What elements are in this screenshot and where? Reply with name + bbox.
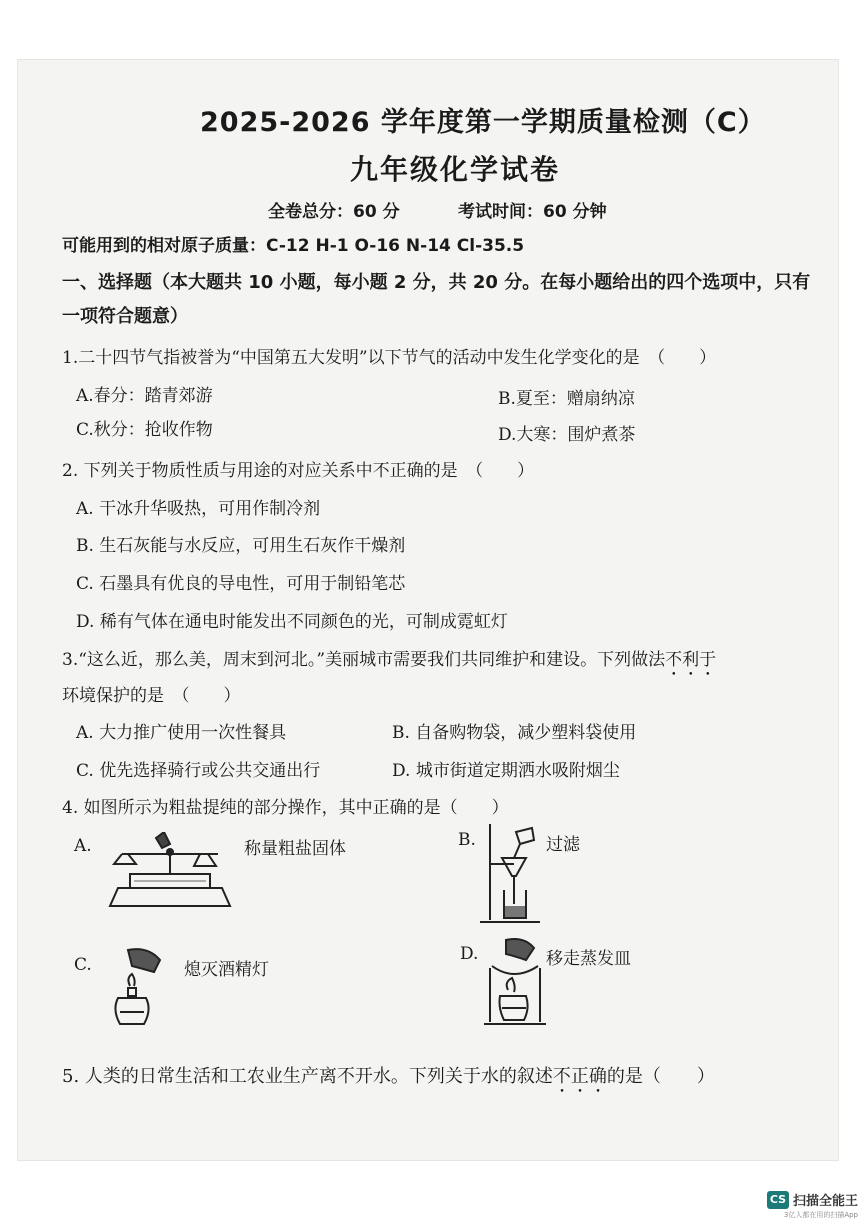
question-1-stem: 1.二十四节气指被誉为“中国第五大发明”以下节气的活动中发生化学变化的是 （ ） (62, 348, 717, 368)
camscanner-logo-icon: CS (767, 1191, 789, 1209)
total-score: 全卷总分：60 分 (268, 202, 400, 222)
question-1-option-c: C.秋分：抢收作物 (76, 420, 213, 440)
scanner-tagline: 3亿人都在用的扫描App (783, 1211, 858, 1219)
balance-figure (100, 832, 240, 912)
question-2-option-a: A. 干冰升华吸热，可用作制冷剂 (76, 499, 321, 519)
question-2-option-b: B. 生石灰能与水反应，可用生石灰作干燥剂 (76, 536, 406, 556)
scanner-watermark (767, 1190, 858, 1219)
exam-subtitle: 九年级化学试卷 (350, 153, 561, 186)
question-1-option-d: D.大寒：围炉煮茶 (498, 425, 636, 445)
question-3-option-b: B. 自备购物袋，减少塑料袋使用 (392, 723, 637, 743)
question-1-option-a: A.春分：踏青郊游 (76, 386, 213, 406)
question-4-option-b-caption: 过滤 (546, 835, 580, 855)
question-1-option-b: B.夏至：赠扇纳凉 (498, 389, 635, 409)
question-4-option-c-letter: C. (74, 955, 92, 975)
question-4-option-c-caption: 熄灭酒精灯 (184, 960, 269, 980)
alcohol-lamp-figure (104, 944, 184, 1030)
evaporating-dish-figure (480, 936, 550, 1030)
question-4-stem: 4. 如图所示为粗盐提纯的部分操作，其中正确的是（ ） (62, 798, 509, 818)
question-2-option-d: D. 稀有气体在通电时能发出不同颜色的光，可制成霓虹灯 (76, 612, 508, 632)
atomic-masses: 可能用到的相对原子质量：C-12 H-1 O-16 N-14 Cl-35.5 (62, 236, 525, 256)
question-3-stem: 3.“这么近，那么美，周末到河北。”美丽城市需要我们共同维护和建设。下列做法不利于 (62, 650, 717, 670)
question-4-option-d-letter: D. (460, 944, 479, 964)
question-4-option-b-letter: B. (458, 830, 476, 850)
question-3-option-d: D. 城市街道定期洒水吸附烟尘 (392, 761, 620, 781)
exam-title: 2025-2026 学年度第一学期质量检测（C） (200, 107, 766, 138)
question-5-stem: 5. 人类的日常生活和工农业生产离不开水。下列关于水的叙述不正确的是（ ） (62, 1066, 715, 1087)
question-2-stem: 2. 下列关于物质性质与用途的对应关系中不正确的是 （ ） (62, 461, 535, 481)
scanner-app-name: 扫描全能王 (792, 1194, 858, 1209)
emphasis-marks: 不利于 (665, 650, 717, 670)
question-3-stem-line2: 环境保护的是 （ ） (62, 686, 241, 706)
question-4-option-a-letter: A. (74, 836, 92, 856)
question-2-option-c: C. 石墨具有优良的导电性，可用于制铅笔芯 (76, 574, 406, 594)
filtration-figure (478, 818, 548, 928)
question-4-option-a-caption: 称量粗盐固体 (244, 839, 346, 859)
question-3-option-a: A. 大力推广使用一次性餐具 (76, 723, 287, 743)
question-3-option-c: C. 优先选择骑行或公共交通出行 (76, 761, 321, 781)
question-4-option-d-caption: 移走蒸发皿 (546, 949, 631, 969)
exam-time: 考试时间：60 分钟 (458, 202, 607, 222)
section-heading: 一、选择题（本大题共 10 小题，每小题 2 分，共 20 分。在每小题给出的四个选项中，只有一项符合题意） (62, 272, 811, 327)
emphasis-marks: 不正确 (552, 1066, 607, 1087)
